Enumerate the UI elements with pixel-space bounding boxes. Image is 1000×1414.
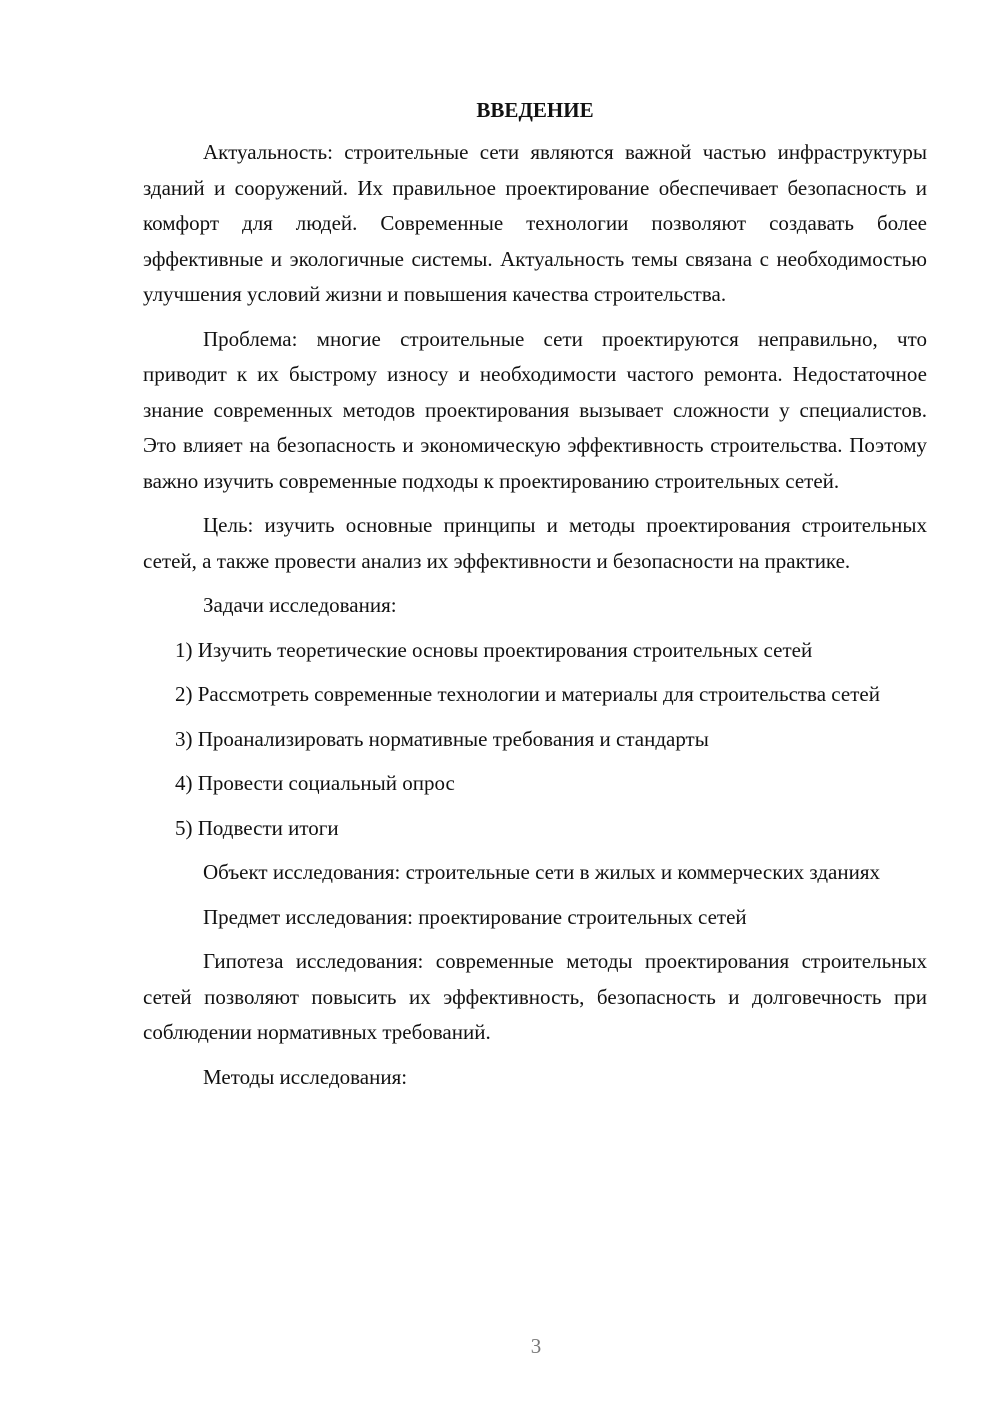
page-number: 3 — [530, 1334, 542, 1358]
task-item-5: 5) Подвести итоги — [175, 815, 339, 840]
page-body — [143, 93, 927, 1104]
methods-heading: Методы исследования: — [203, 1064, 408, 1089]
task-item-4: 4) Провести социальный опрос — [175, 771, 455, 795]
paragraph-object: Объект исследования: строительные сети в жилых и коммерческих зданиях — [203, 860, 880, 884]
paragraph-goal: Цель: изучить основные принципы и методы проектирования строительных сетей, а также провести анализ их эффективности и безопасности на практике. — [143, 513, 927, 573]
task-item-1: 1) Изучить теоретические основы проектирования строительных сетей — [175, 637, 813, 662]
task-item-3: 3) Проанализировать нормативные требования и стандарты — [175, 726, 709, 751]
task-item-2: 2) Рассмотреть современные технологии и материалы для строительства сетей — [175, 682, 880, 706]
paragraph-problem: Проблема: многие строительные сети проектируются неправильно, что приводит к их быстрому износу и необходимости частого ремонта. Недостаточное знание современных методов проектирования вызывает сложности у специалистов. Это влияет на безопасность и экономическую эффективность строительства. Поэтому важно изучить современные подходы к проектированию строительных сетей. — [143, 326, 927, 493]
paragraph-subject: Предмет исследования: проектирование строительных сетей — [203, 904, 747, 929]
paragraph-relevance: Актуальность: строительные сети являются важной частью инфраструктуры зданий и сооружений. Их правильное проектирование обеспечивает безопасность и комфорт для людей. Современные технологии позволяют создавать более эффективные и экологичные системы. Актуальность темы связана с необходимостью улучшения условий жизни и повышения качества строительства. — [143, 140, 927, 306]
tasks-heading: Задачи исследования: — [203, 593, 397, 617]
paragraph-hypothesis: Гипотеза исследования: современные методы проектирования строительных сетей позволяют повысить их эффективность, безопасность и долговечность при соблюдении нормативных требований. — [143, 949, 927, 1044]
section-heading: ВВЕДЕНИЕ — [476, 98, 594, 122]
